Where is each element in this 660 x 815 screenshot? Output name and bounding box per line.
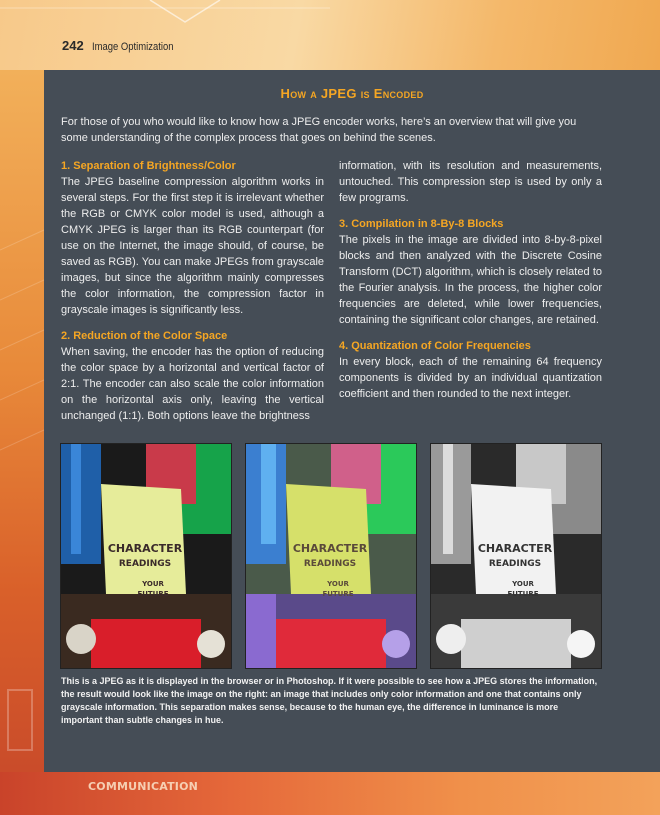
right-column [339, 158, 602, 412]
sign-text-line: CHARACTER [292, 542, 368, 555]
section-body-continued: information, with its resolution and measurements, untouched. This compression step is used by only a few programs. [339, 160, 602, 204]
section-body: In every block, each of the remaining 64 frequency components is divided by an individual quantization coefficient and then rounded to the next integer. [339, 356, 602, 400]
figure-grayscale-information [430, 443, 602, 669]
figure-color-information [245, 443, 417, 669]
section-body: When saving, the encoder has the option of reducing the color space by a horizontal and vertical factor of 2:1. The encoder can also scale the color information on the horizontal axis only, leaving the vertical unchanged (1:1). Both options leave the brightness [61, 346, 324, 422]
section-body: The pixels in the image are divided into 8-by-8-pixel blocks and then analyzed with the Discrete Cosine Transform (DCT) algorithm, which is closely related to the Fourier analysis. In the process, the higher color frequencies are deleted, while lower frequencies, containing the significant color changes, are retained. [339, 234, 602, 326]
section-heading: 3. Compilation in 8-By-8 Blocks [339, 218, 504, 230]
sign-text-line: READINGS [488, 559, 542, 569]
sign-text-line: CHARACTER [477, 542, 553, 555]
left-column [61, 158, 324, 434]
sign-text-line: READINGS [303, 559, 357, 569]
section-body: The JPEG baseline compression algorithm works in several steps. For the first step it is irrelevant whether the RGB or CMYK color model is used, although a CMYK JPEG is larger than its RGB counterpart (for use on the Internet, the image should, of course, be saved as RGB). You can make JPEGs from grayscale images, but since the algorithm mainly compresses the color information, the compression factor in grayscale images is significantly less. [61, 176, 324, 316]
section-heading: 1. Separation of Brightness/Color [61, 160, 236, 172]
running-head: Image Optimization [91, 41, 174, 53]
intro-paragraph: For those of you who would like to know how a JPEG encoder works, here’s an overview that will give you some understanding of the complex process that goes on behind the scenes. [61, 116, 577, 144]
sign-text-line: YOUR [142, 580, 164, 588]
sign-text-line: YOUR [512, 580, 534, 588]
section-heading: 2. Reduction of the Color Space [61, 330, 228, 342]
sign-text-line: FUTURE [322, 590, 354, 598]
sign-text-line: FUTURE [137, 590, 169, 598]
sign-text-line: YOUR [327, 580, 349, 588]
box-title [44, 86, 660, 101]
sign-text-line: FUTURE [507, 590, 539, 598]
sidebar-box [44, 70, 660, 772]
figure-caption: This is a JPEG as it is displayed in the browser or in Photoshop. If it were possible to see how a JPEG stores the information, the result would look like the image on the right: an image that includes only color information and one that contains only grayscale information. This separation makes sense, because to the human eye, the difference in luminance is more important than subtle changes in hue. [61, 676, 598, 725]
sign-text-line: CHARACTER [107, 542, 183, 555]
figure-original-jpeg [60, 443, 232, 669]
sign-text-line: READINGS [118, 559, 172, 569]
page-header [62, 38, 186, 53]
section-heading: 4. Quantization of Color Frequencies [339, 340, 531, 352]
background-word: COMMUNICATION [88, 780, 199, 793]
page-number: 242 [62, 38, 84, 53]
box-title-text: How a JPEG is Encoded [280, 86, 424, 101]
